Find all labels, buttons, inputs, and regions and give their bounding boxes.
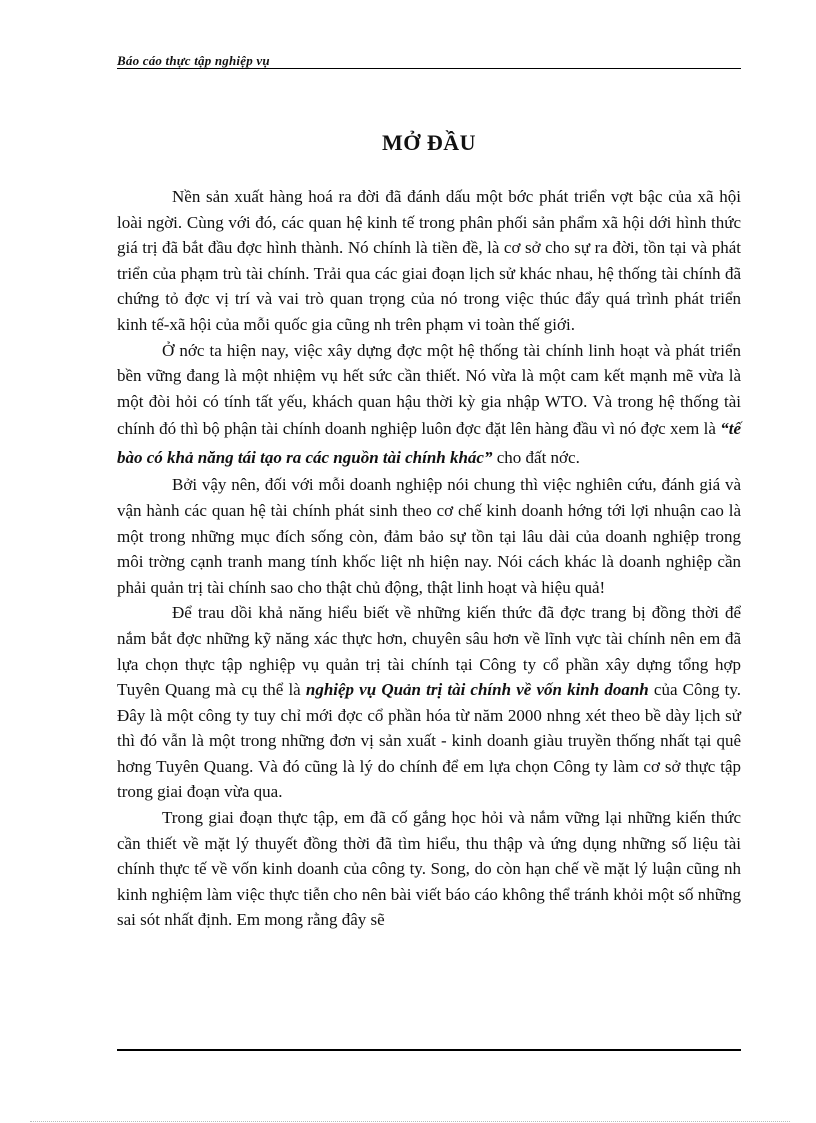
paragraph-2-text-b: cho đất nớc. — [492, 448, 580, 468]
paragraph-2-text-a: Ở nớc ta hiện nay, việc xây dựng đợc một hệ thống tài chính linh hoạt và phát triển bền vững đang là một nhiệm vụ hết sức cần thiết. Nó vừa là một cam kết mạnh mẽ vừa là một đòi hỏi có tính tất yếu, khách quan hậu thời kỳ gia nhập WTO. Và trong hệ thống tài chính đó thì bộ phận tài chính doanh nghiệp luôn đợc đặt lên hàng đầu vì nó đợc xem là — [117, 340, 741, 439]
running-header: Báo cáo thực tập nghiệp vụ — [117, 53, 270, 68]
paragraph-5: Trong giai đoạn thực tập, em đã cố gắng học hỏi và nắm vững lại những kiến thức cần thiết về mặt lý thuyết đồng thời đã tìm hiểu, thu thập và ứng dụng những số liệu tài chính thực tế về vốn kinh doanh của công ty. Song, do còn hạn chế về mặt lý luận cũng nh kinh nghiệm làm việc thực tiễn cho nên bài viết báo cáo không thể tránh khỏi một số những sai sót nhất định. Em mong rằng đây sẽ — [117, 808, 741, 930]
paragraph-2-emphasis: “tế bào có khả năng tái tạo ra các nguồn tài chính khác” — [117, 419, 741, 468]
paragraph-4-emphasis: nghiệp vụ Quản trị tài chính về vốn kinh doanh — [305, 680, 649, 700]
paragraph-3: Bởi vậy nên, đối với mỗi doanh nghiệp nói chung thì việc nghiên cứu, đánh giá và vận hành các quan hệ tài chính phát sinh theo cơ chế kinh doanh hớng tới lợi nhuận cao là một trong những mục đích sống còn, đảm bảo sự tồn tại lâu dài của doanh nghiệp trong môi trờng cạnh tranh mang tính khốc liệt nh hiện nay. Nói cách khác là doanh nghiệp cần phải quản trị tài chính sao cho thật chủ động, thật linh hoạt và hiệu quả! — [117, 475, 741, 597]
paragraph-4-text-b: của Công ty. Đây là một công ty tuy chỉ mới đợc cổ phần hóa từ năm 2000 nhng xét theo bề dày lịch sử thì đó vẫn là một trong những đơn vị sản xuất - kinh doanh giàu truyền thống nhất tại quê hơng Tuyên Quang. Và đó cũng là lý do chính để em lựa chọn Công ty làm cơ sở thực tập trong giai đoạn vừa qua. — [117, 680, 741, 802]
header-rule — [117, 68, 741, 69]
paragraph-1: Nền sản xuất hàng hoá ra đời đã đánh dấu một bớc phát triển vợt bậc của xã hội loài ngời. Cùng với đó, các quan hệ kinh tế trong phân phối sản phẩm xã hội dới hình thức giá trị đã bắt đầu đợc hình thành. Nó chính là tiền đề, là cơ sở cho sự ra đời, tồn tại và phát triển của phạm trù tài chính. Trải qua các giai đoạn lịch sử khác nhau, hệ thống tài chính đã chứng tỏ đợc vị trí và vai trò quan trọng của nó trong việc thúc đẩy quá trình phát triển kinh tế-xã hội của mỗi quốc gia cũng nh trên phạm vi toàn thế giới. — [117, 187, 741, 334]
paragraph-2 — [117, 338, 741, 473]
page-title: MỞ ĐẦU — [381, 130, 477, 155]
paragraph-4 — [117, 600, 741, 805]
document-body — [117, 184, 741, 933]
footer-rule — [117, 1049, 741, 1051]
page-edge-dots — [30, 1121, 790, 1122]
paragraph-4-text-a: Để trau dồi khả năng hiểu biết về những kiến thức đã đợc trang bị đồng thời để nắm bắt đợc những kỹ năng xác thực hơn, chuyên sâu hơn về lĩnh vực tài chính nên em đã lựa chọn thực tập nghiệp vụ quản trị tài chính tại Công ty cổ phần xây dựng tổng hợp Tuyên Quang mà cụ thể là — [117, 603, 741, 700]
